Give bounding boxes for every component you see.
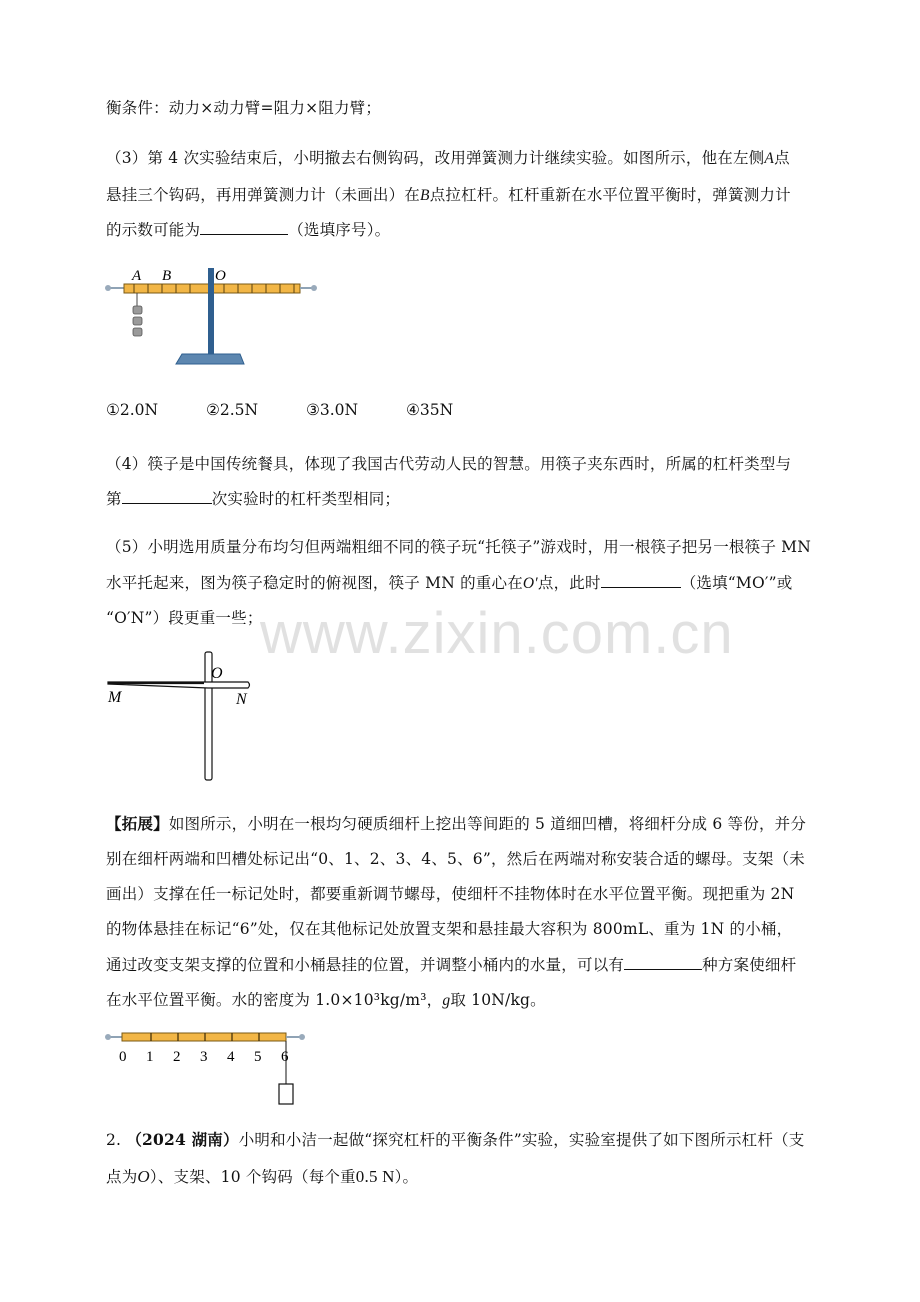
g-label: g — [442, 992, 451, 1009]
label-a: A — [132, 268, 142, 284]
answer-blank-5[interactable] — [601, 573, 681, 588]
left-nut — [105, 285, 111, 291]
q3-text-e: 的示数可能为 — [106, 221, 201, 239]
question-4-line-1: （4）筷子是中国传统餐具，体现了我国古代劳动人民的智慧。用筷子夹东西时，所属的杠杆类型与 — [106, 455, 792, 473]
question-2-text-a: 小明和小洁一起做“探究杠杆的平衡条件”实验，实验室提供了如下图所示杠杆（支 — [238, 1131, 805, 1149]
q3-text-b: 点 — [774, 149, 790, 167]
q5-text-c: （选填“MO′”或 — [680, 574, 793, 592]
mark-4: 4 — [227, 1049, 235, 1065]
option-1[interactable]: ①2.0N — [106, 401, 159, 419]
question-2-line-1 — [106, 1128, 804, 1150]
option-3[interactable]: ③3.0N — [306, 401, 359, 419]
extension-heading: 【拓展】 — [106, 814, 169, 833]
mark-5: 5 — [254, 1049, 262, 1065]
question-3-line-1 — [106, 146, 790, 168]
point-b-label: B — [420, 187, 430, 204]
mark-1: 1 — [146, 1049, 154, 1065]
stand-base — [176, 354, 244, 364]
mark-2: 2 — [173, 1049, 181, 1065]
point-a-label: A — [764, 150, 775, 167]
rod-left-nut — [105, 1034, 111, 1040]
q4-text-a: 第 — [106, 490, 122, 508]
label-n: N — [236, 691, 247, 708]
question-2-number: 2. — [106, 1131, 122, 1149]
extension-text-1: 如图所示，小明在一根均匀硬质细杆上挖出等间距的 5 道细凹槽，将细杆分成 6 等份，并分 — [168, 815, 807, 833]
extension-text-5b: 种方案使细杆 — [702, 956, 797, 974]
label-b: B — [162, 268, 172, 284]
answer-blank-3[interactable] — [200, 220, 288, 235]
q3-text-d: 点拉杠杆。杠杆重新在水平位置平衡时，弹簧测力计 — [429, 186, 791, 204]
rod-bar — [122, 1033, 286, 1041]
extension-text-6a: 在水平位置平衡。水的密度为 1.0×10³kg/m³， — [106, 991, 443, 1009]
question-5-line-3: “O′N”）段更重一些； — [106, 609, 263, 627]
chopsticks-figure — [104, 648, 264, 784]
q5-text-b: 点，此时 — [537, 574, 601, 592]
q4-text-b: 次实验时的杠杆类型相同； — [211, 490, 401, 508]
hook-weights — [133, 306, 142, 336]
answer-blank-4[interactable] — [122, 489, 212, 504]
extension-text-5a: 通过改变支架支撑的位置和小桶悬挂的位置，并调整小桶内的水量，可以有 — [106, 956, 625, 974]
question-4-line-2 — [106, 487, 400, 509]
question-3-line-2 — [106, 183, 791, 205]
question-5-line-2 — [106, 571, 792, 593]
lever-figure-1 — [104, 262, 319, 367]
question-3-line-3 — [106, 218, 390, 240]
fulcrum-o-label: O — [137, 1167, 150, 1186]
question-2-text-c: ）、支架、10 个钩码（每个重 — [149, 1168, 356, 1186]
mark-6: 6 — [281, 1049, 289, 1065]
watermark: www.zixin.com.cn — [260, 601, 734, 666]
option-4[interactable]: ④35N — [406, 401, 454, 419]
q3-text-c: 悬挂三个钩码，再用弹簧测力计（未画出）在 — [106, 186, 421, 204]
weight-value: 0.5 N — [355, 1167, 395, 1186]
extension-text-6b: 取 10N/kg。 — [450, 991, 546, 1009]
stand-pole — [208, 268, 214, 354]
question-5-line-1: （5）小明选用质量分布均匀但两端粗细不同的筷子玩“托筷子”游戏时，用一根筷子把另一根筷子 MN — [106, 538, 811, 556]
right-nut — [311, 285, 317, 291]
text-line-1: 衡条件：动力×动力臂=阻力×阻力臂； — [106, 99, 382, 117]
extension-line-6 — [106, 988, 546, 1010]
question-2-line-2 — [106, 1165, 418, 1187]
q3-text-a: （3）第 4 次实验结束后，小明撤去右侧钩码，改用弹簧测力计继续实验。如图所示，他在左侧 — [106, 149, 765, 167]
question-2-text-d: ）。 — [394, 1168, 419, 1186]
rod-right-nut — [299, 1034, 305, 1040]
q5-text-a: 水平托起来，图为筷子稳定时的俯视图，筷子 MN 的重心在 — [106, 574, 523, 592]
extension-line-3: 画出）支撑在任一标记处时，都要重新调节螺母，使细杆不挂物体时在水平位置平衡。现把重为 2N — [106, 885, 795, 903]
label-m: M — [108, 689, 122, 706]
extension-line-5 — [106, 953, 796, 975]
question-2-source: （2024 湖南） — [126, 1130, 239, 1149]
label-o-prime: O — [211, 665, 223, 682]
answer-blank-ext[interactable] — [624, 955, 702, 970]
extension-line-1 — [106, 812, 806, 834]
mark-0: 0 — [119, 1049, 127, 1065]
mark-3: 3 — [200, 1049, 208, 1065]
rod-figure — [104, 1028, 309, 1110]
option-2[interactable]: ②2.5N — [206, 401, 259, 419]
extension-line-4: 的物体悬挂在标记“6”处，仅在其他标记处放置支架和悬挂最大容积为 800mL、重为 1N 的小桶， — [106, 920, 793, 938]
label-o: O — [215, 268, 226, 284]
rod-mark-labels — [119, 1049, 289, 1065]
o-prime-label: O′ — [522, 575, 538, 592]
q3-text-f: （选填序号）。 — [288, 221, 391, 239]
question-2-text-b: 点为 — [106, 1168, 138, 1186]
extension-line-2: 别在细杆两端和凹槽处标记出“0、1、2、3、4、5、6”，然后在两端对称安装合适的螺母。支架（未 — [106, 850, 805, 868]
hanging-object — [279, 1084, 293, 1104]
